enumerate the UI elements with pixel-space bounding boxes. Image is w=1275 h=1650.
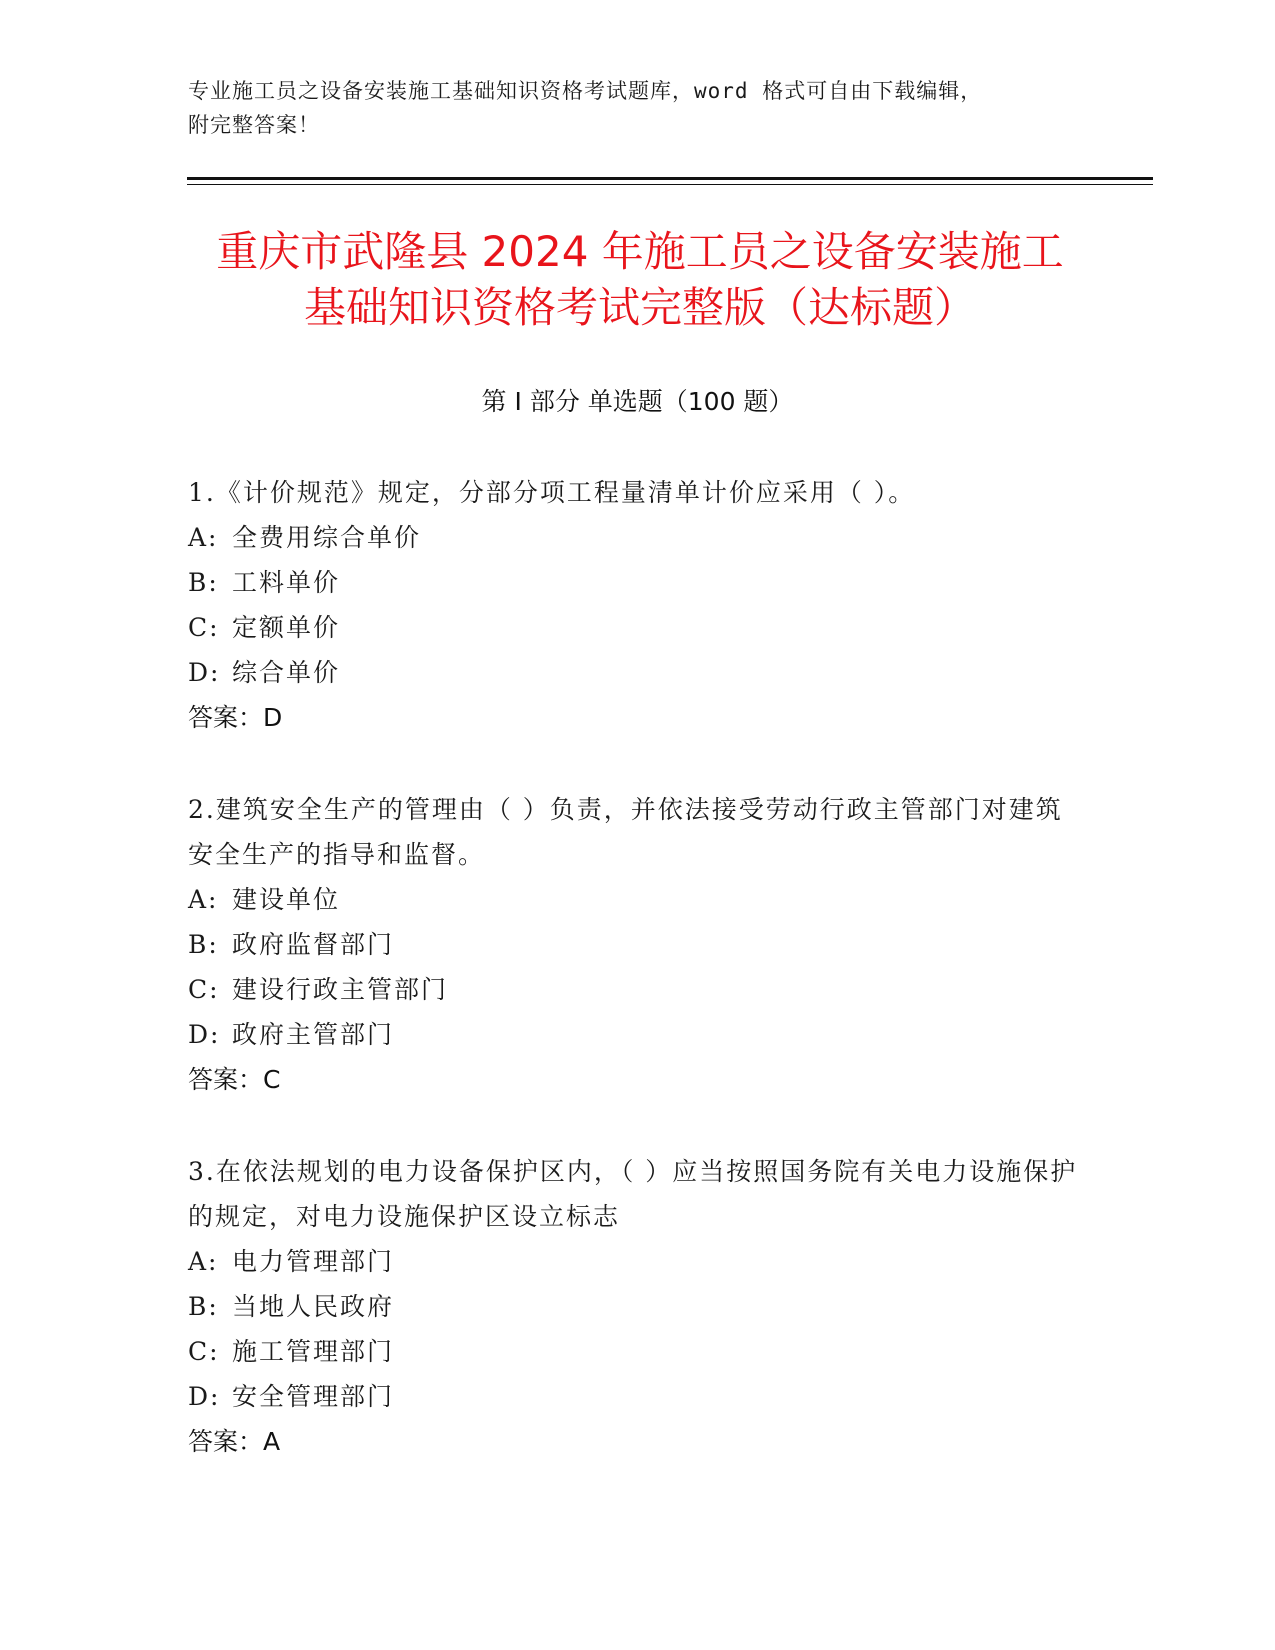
header-note xyxy=(188,74,1088,142)
option-letter: A: xyxy=(188,885,219,914)
option-b xyxy=(188,560,1088,605)
header-note-line-1: 专业施工员之设备安装施工基础知识资格考试题库，word 格式可自由下载编辑， xyxy=(188,79,983,103)
answer-label: 答案：C xyxy=(188,1065,281,1094)
option-text: 建设单位 xyxy=(232,885,341,914)
option-letter: D: xyxy=(188,1382,221,1411)
option-text: 政府监督部门 xyxy=(232,930,395,959)
option-d xyxy=(188,1374,1088,1419)
option-c xyxy=(188,605,1088,650)
option-text: 电力管理部门 xyxy=(232,1247,395,1276)
section-heading: 第 I 部分 单选题（100 题） xyxy=(481,387,794,416)
option-d xyxy=(188,1012,1088,1057)
option-text: 定额单价 xyxy=(232,613,341,642)
option-c xyxy=(188,1329,1088,1374)
option-text: 施工管理部门 xyxy=(232,1337,395,1366)
answer-label: 答案：D xyxy=(188,703,283,732)
option-letter: B: xyxy=(188,1292,219,1321)
option-text: 建设行政主管部门 xyxy=(232,975,449,1004)
question-block-1 xyxy=(188,470,1088,740)
option-letter: B: xyxy=(188,930,219,959)
option-b xyxy=(188,1284,1088,1329)
question-block-3 xyxy=(188,1149,1088,1464)
option-text: 安全管理部门 xyxy=(232,1382,395,1411)
option-letter: C: xyxy=(188,975,220,1004)
option-a xyxy=(188,515,1088,560)
option-b xyxy=(188,922,1088,967)
header-rule-thick xyxy=(187,177,1153,180)
header-note-line-2: 附完整答案！ xyxy=(188,113,320,137)
option-a xyxy=(188,877,1088,922)
header-rule-thin xyxy=(187,184,1153,185)
option-letter: B: xyxy=(188,568,219,597)
option-text: 政府主管部门 xyxy=(232,1020,395,1049)
question-stem: 1.《计价规范》规定，分部分项工程量清单计价应采用（ ）。 xyxy=(188,478,916,507)
option-letter: C: xyxy=(188,613,220,642)
option-letter: A: xyxy=(188,1247,219,1276)
question-block-2 xyxy=(188,787,1088,1102)
option-a xyxy=(188,1239,1088,1284)
document-title xyxy=(160,224,1120,336)
option-text: 全费用综合单价 xyxy=(232,523,422,552)
question-stem: 3.在依法规划的电力设备保护区内，（ ）应当按照国务院有关电力设施保护的规定，对电力设施保护区设立标志 xyxy=(188,1157,1078,1231)
option-letter: D: xyxy=(188,1020,221,1049)
option-text: 工料单价 xyxy=(232,568,341,597)
option-text: 当地人民政府 xyxy=(232,1292,395,1321)
answer-label: 答案：A xyxy=(188,1427,281,1456)
option-letter: C: xyxy=(188,1337,220,1366)
question-stem: 2.建筑安全生产的管理由（ ）负责，并依法接受劳动行政主管部门对建筑安全生产的指导和监督。 xyxy=(188,795,1063,869)
option-letter: D: xyxy=(188,658,221,687)
document-title-line-2: 基础知识资格考试完整版（达标题） xyxy=(303,283,976,332)
option-letter: A: xyxy=(188,523,219,552)
document-title-line-1: 重庆市武隆县 2024 年施工员之设备安装施工 xyxy=(216,227,1064,276)
option-c xyxy=(188,967,1088,1012)
option-text: 综合单价 xyxy=(232,658,341,687)
option-d xyxy=(188,650,1088,695)
